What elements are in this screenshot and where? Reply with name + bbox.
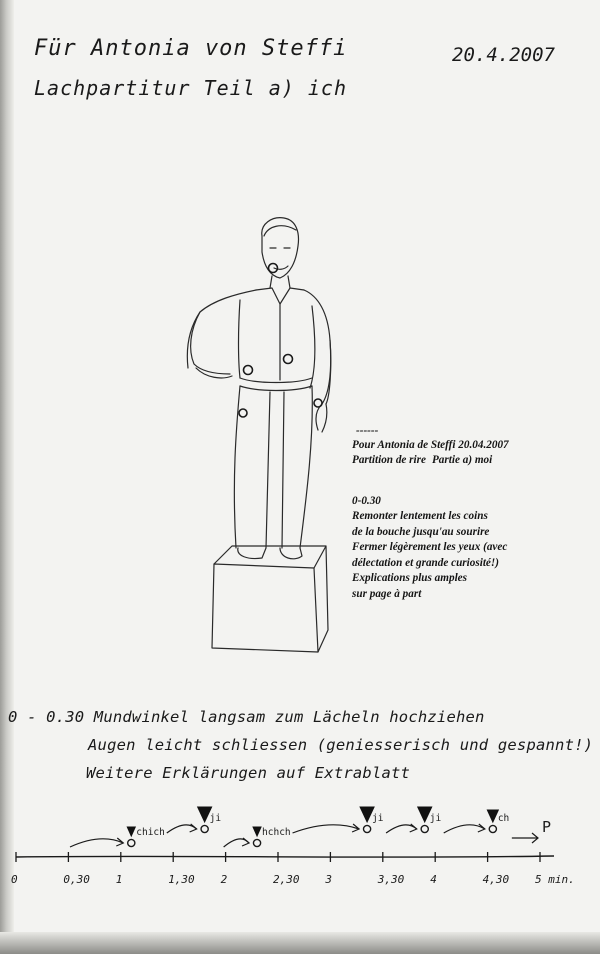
laugh-event-circle	[489, 825, 496, 832]
translation-desc-line: Explications plus amples	[352, 572, 467, 585]
timeline-arrow	[293, 825, 360, 833]
laugh-sound-label: ji	[429, 813, 442, 824]
timeline-axis	[16, 856, 554, 857]
laugh-event-circle	[253, 839, 260, 846]
translation-desc-line: de la bouche jusqu'au sourire	[352, 525, 490, 538]
laugh-event-circle	[363, 825, 370, 832]
handwritten-subtitle: Lachpartitur Teil a) ich	[34, 76, 347, 100]
timeline-tick-label: 3	[325, 873, 333, 886]
timeline-arrow	[167, 825, 197, 833]
translation-dedication: Pour Antonia de Steffi 20.04.2007	[352, 439, 509, 451]
handwritten-date: 20.4.2007	[452, 44, 555, 66]
score-instruction-1: 0 - 0.30 Mundwinkel langsam zum Lächeln hochziehen	[8, 708, 485, 726]
score-instruction-2: Augen leicht schliessen (geniesserisch und gespannt!)	[88, 736, 594, 754]
timeline-arrowhead	[478, 824, 485, 832]
laugh-intensity-mark	[487, 810, 498, 822]
timeline-tick-label: 0,30	[63, 873, 90, 886]
handwritten-title: Für Antonia von Steffi	[34, 36, 348, 61]
score-instruction-3: Weitere Erklärungen auf Extrablatt	[86, 764, 411, 782]
translation-desc-line: Remonter lentement les coins	[352, 510, 488, 522]
laugh-event-circle	[421, 825, 428, 832]
translation-score-label: Partition de rire	[352, 454, 426, 466]
timeline-arrow	[386, 825, 417, 833]
laugh-sound-label: ch	[497, 813, 510, 824]
laugh-sound-label: hchch	[262, 827, 291, 838]
translation-part-label: Partie a) moi	[431, 454, 493, 466]
timeline-tick-label: 4	[430, 873, 437, 886]
timeline-tick-label: 1	[115, 873, 123, 886]
page-bottom-shadow	[0, 932, 600, 954]
laugh-sound-label: chich	[136, 827, 165, 838]
timeline-tick-label: 2,30	[273, 873, 300, 886]
timeline-tick-label: 2	[220, 873, 228, 886]
timeline-tick-label: 5 min.	[535, 873, 575, 886]
translation-desc-line: délectation et grande curiosité!)	[352, 556, 499, 569]
timeline-tick-label: 1,30	[168, 873, 195, 886]
laugh-sound-label: ji	[372, 813, 384, 824]
laugh-intensity-mark	[253, 827, 261, 836]
laugh-sound-label: ji	[209, 813, 222, 824]
translation-divider: ------	[356, 425, 379, 437]
timeline-tick-label: 3,30	[377, 873, 405, 886]
timeline-tick-label: 0	[11, 873, 18, 886]
timeline-end-marker: P	[542, 818, 552, 836]
laugh-intensity-mark	[127, 827, 135, 836]
timeline-arrow	[70, 839, 123, 847]
translation-time-range: 0-0.30	[352, 495, 381, 507]
laugh-event-circle	[201, 825, 208, 832]
translation-desc-line: Fermer légèrement les yeux (avec	[352, 541, 508, 554]
timeline-tick-label: 4,30	[482, 873, 510, 886]
translation-desc-line: sur page à part	[352, 587, 422, 600]
laugh-event-circle	[128, 839, 135, 846]
